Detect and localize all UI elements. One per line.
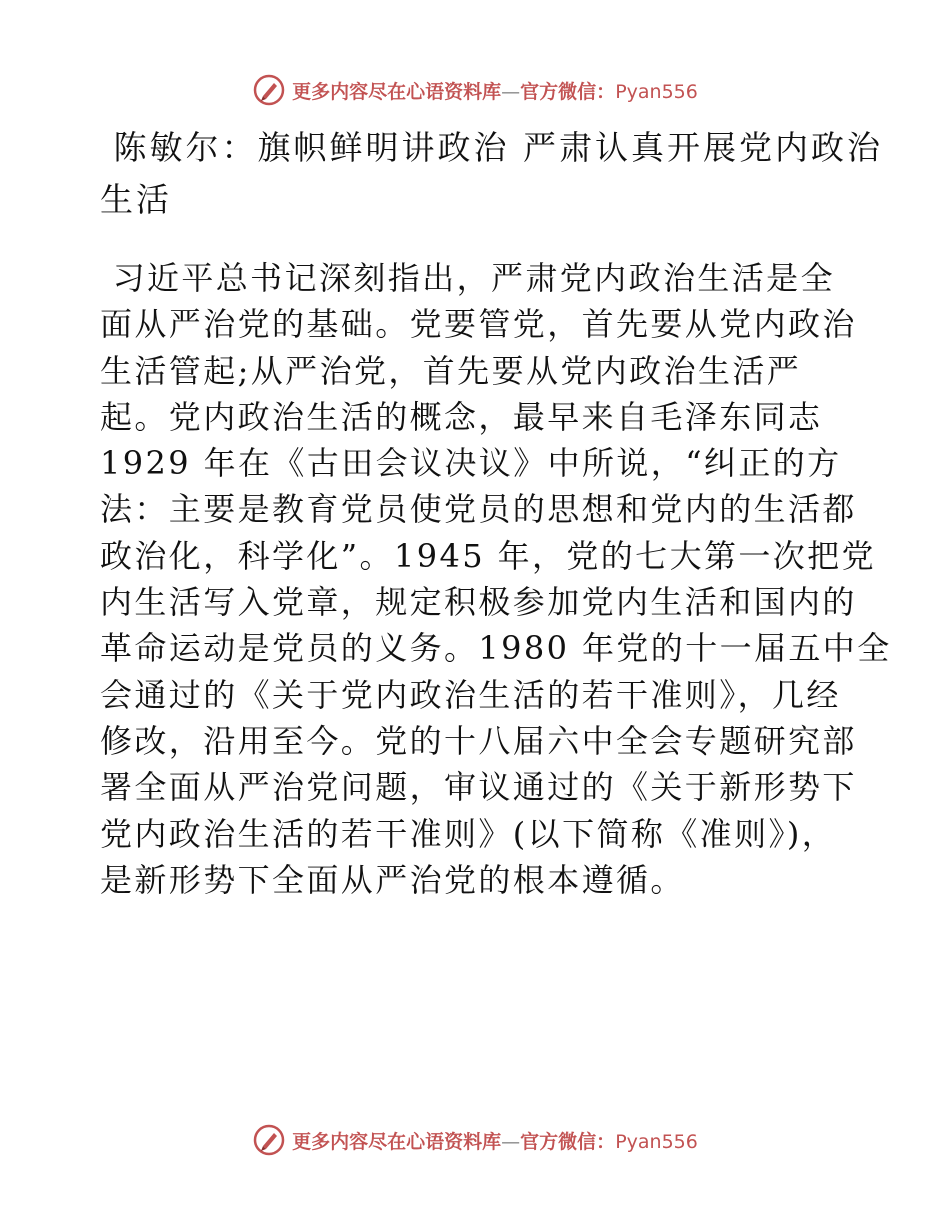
title-line: 陈敏尔：旗帜鲜明讲政治 严肃认真开展党内政治	[100, 128, 883, 167]
body-line: 习近平总书记深刻指出，严肃党内政治生活是全	[100, 259, 835, 297]
banner-label: 官方微信：	[520, 80, 616, 103]
body-line: 面从严治党的基础。党要管党，首先要从党内政治	[100, 305, 857, 344]
body-line: 起。党内政治生活的概念，最早来自毛泽东同志	[100, 397, 823, 436]
body-line: 修改，沿用至今。党的十八届六中全会专题研究部	[100, 721, 857, 760]
banner-wechat-id: Pyan556	[615, 1130, 698, 1153]
body-line: 是新形势下全面从严治党的根本遵循。	[100, 860, 685, 899]
body-line: 法：主要是教育党员使党员的思想和党内的生活都	[100, 490, 857, 529]
banner-separator: —	[501, 1130, 521, 1153]
body-line: 党内政治生活的若干准则》(以下简称《准则》)，	[100, 814, 837, 853]
body-line: 生活管起;从严治党，首先要从党内政治生活严	[100, 351, 802, 390]
logo-icon	[252, 1123, 286, 1157]
body-line: 署全面从严治党问题，审议通过的《关于新形势下	[100, 768, 857, 807]
body-line: 1929 年在《古田会议决议》中所说，“纠正的方	[100, 444, 842, 483]
logo-icon	[252, 73, 286, 107]
document-title	[100, 122, 883, 226]
body-line: 政治化，科学化”。1945 年，党的七大第一次把党	[100, 536, 876, 575]
body-line: 内生活写入党章，规定积极参加党内生活和国内的	[100, 583, 857, 622]
banner-prefix: 更多内容尽在心语资料库	[292, 80, 502, 103]
title-line: 生活	[100, 180, 172, 219]
footer-banner	[0, 1120, 950, 1160]
banner-wechat-id: Pyan556	[615, 80, 698, 103]
banner-separator: —	[501, 80, 521, 103]
body-line: 会通过的《关于党内政治生活的若干准则》，几经	[100, 675, 841, 714]
banner-prefix: 更多内容尽在心语资料库	[292, 1130, 502, 1153]
document-body	[100, 255, 892, 903]
banner-text	[292, 1127, 698, 1154]
header-banner	[0, 70, 950, 110]
banner-label: 官方微信：	[520, 1130, 616, 1153]
body-line: 革命运动是党员的义务。1980 年党的十一届五中全	[100, 629, 892, 668]
banner-text	[292, 77, 698, 104]
